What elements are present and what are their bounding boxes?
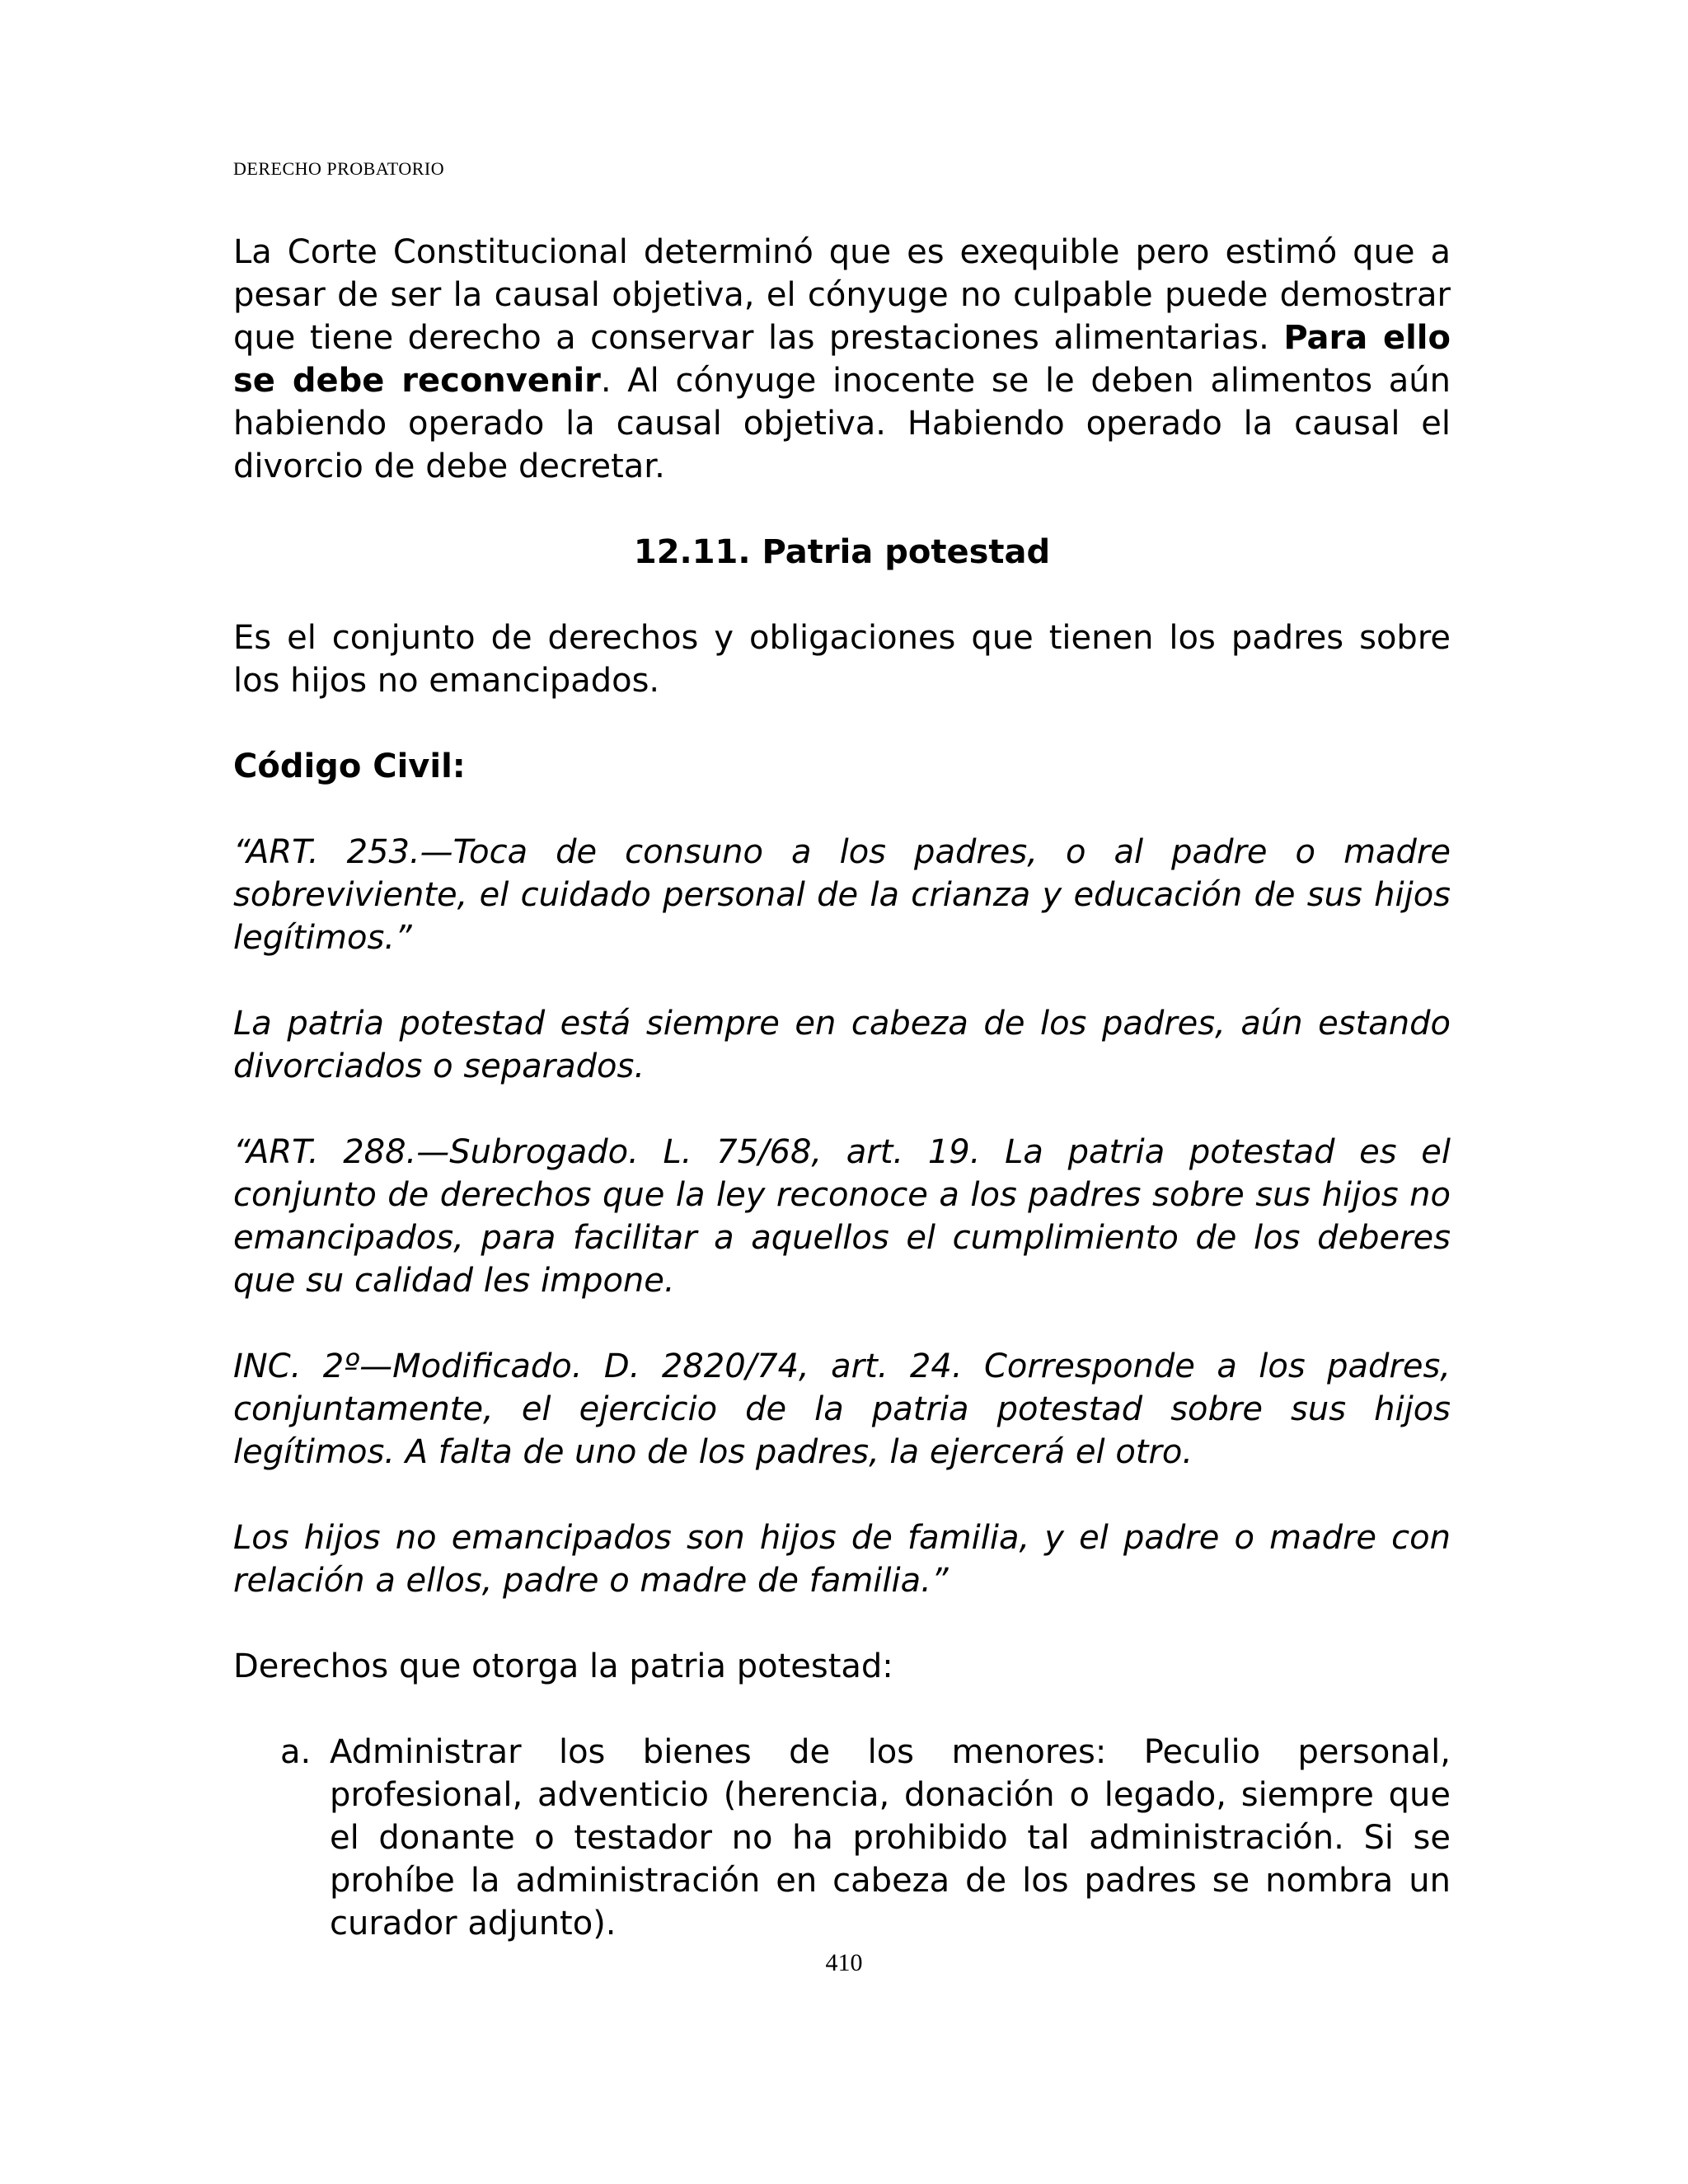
paragraph-text: . Al cónyuge inocente se le deben alimentos aún habiendo operado la causal objetiva. Habiendo operado la causal el divorcio de debe decretar. (233, 362, 1451, 485)
quote-art-288: “ART. 288.—Subrogado. L. 75/68, art. 19. La patria potestad es el conjunto de derechos que la ley reconoce a los padres sobre sus hijos no emancipados, para facilitar a aquellos el cumplimiento de los deberes que su calidad les impone. (233, 1133, 1451, 1300)
definition-paragraph: Es el conjunto de derechos y obligaciones que tienen los padres sobre los hijos no emancipados. (233, 619, 1451, 700)
list-marker: a. (280, 1733, 312, 1771)
quote-art-253: “ART. 253.—Toca de consuno a los padres, o al padre o madre sobreviviente, el cuidado personal de la crianza y educación de sus hijos legítimos.” (233, 833, 1451, 957)
running-header: DERECHO PROBATORIO (233, 158, 445, 179)
section-heading: 12.11. Patria potestad (633, 533, 1051, 571)
bold-emphasis: Para ello se debe reconvenir (233, 319, 1451, 400)
quote-note-patria-potestad: La patria potestad está siempre en cabeza de los padres, aún estando divorciados o separados. (233, 1005, 1451, 1085)
paragraph-corte-constitucional (233, 231, 1451, 488)
rights-intro: Derechos que otorga la patria potestad: (233, 1647, 893, 1685)
quote-inc-2: INC. 2º—Modificado. D. 2820/74, art. 24. Corresponde a los padres, conjuntamente, el ejercicio de la patria potestad sobre sus hijos legítimos. A falta de uno de los padres, la ejercerá el otro. (233, 1347, 1451, 1471)
paragraph-text: La Corte Constitucional determinó que es exequible pero estimó que a pesar de ser la causal objetiva, el cónyuge no culpable puede demostrar que tiene derecho a conservar las prestaciones alimentarias. (233, 233, 1451, 357)
rights-list (233, 1731, 1451, 1945)
page-body (233, 231, 1451, 1945)
list-item (233, 1731, 1451, 1945)
list-item-text: Administrar los bienes de los menores: Peculio personal, profesional, adventicio (herencia, donación o legado, siempre que el donante o testador no ha prohibido tal administración. Si se prohíbe la administración en cabeza de los padres se nombra un curador adjunto). (330, 1733, 1451, 1943)
page-number: 410 (825, 1949, 863, 1976)
quote-hijos-de-familia: Los hijos no emancipados son hijos de familia, y el padre o madre con relación a ellos, padre o madre de familia.” (233, 1519, 1451, 1600)
code-heading: Código Civil: (233, 748, 466, 785)
